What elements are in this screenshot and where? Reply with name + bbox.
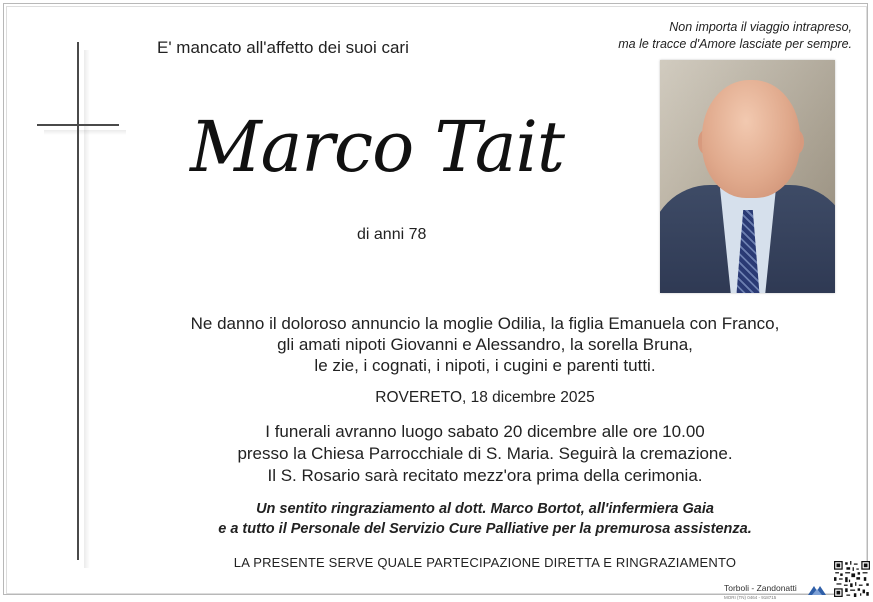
thanks-text <box>150 499 820 539</box>
funeral-line: Il S. Rosario sarà recitato mezz'ora prima della cerimonia. <box>267 466 703 485</box>
announcement-line: Ne danno il doloroso annuncio la moglie Odilia, la figlia Emanuela con Franco, <box>190 314 780 333</box>
portrait-photo <box>660 60 835 293</box>
deceased-name: Marco Tait <box>190 106 564 188</box>
quote-line-2: ma le tracce d'Amore lasciate per sempre. <box>618 37 852 51</box>
agency-name: Torboli - Zandonatti <box>724 583 797 593</box>
deceased-age: di anni 78 <box>357 226 427 243</box>
announcement-text <box>150 313 820 376</box>
funeral-details <box>150 421 820 487</box>
thanks-line: e a tutto il Personale del Servizio Cure Palliative per la premurosa assistenza. <box>218 521 752 537</box>
cross-icon <box>77 42 79 560</box>
cross-arm <box>37 124 119 126</box>
announcement-line: gli amati nipoti Giovanni e Alessandro, la sorella Bruna, <box>277 335 693 354</box>
qr-code-icon[interactable] <box>834 561 870 597</box>
footer-note: LA PRESENTE SERVE QUALE PARTECIPAZIONE DIRETTA E RINGRAZIAMENTO <box>233 555 737 570</box>
intro-text: E' mancato all'affetto dei suoi cari <box>157 38 409 57</box>
funeral-line: I funerali avranno luogo sabato 20 dicembre alle ore 10.00 <box>265 422 705 441</box>
memorial-quote <box>552 19 852 53</box>
agency-credit <box>724 584 797 602</box>
agency-contact: MORI (TN) 0464 - 918715 <box>724 595 777 600</box>
place-date: ROVERETO, 18 dicembre 2025 <box>375 389 595 406</box>
funeral-line: presso la Chiesa Parrocchiale di S. Maria. Seguirà la cremazione. <box>237 444 733 463</box>
announcement-line: le zie, i cognati, i nipoti, i cugini e parenti tutti. <box>314 356 656 375</box>
agency-logo-icon <box>806 583 828 597</box>
cross-shadow <box>84 50 90 568</box>
cross-arm-shadow <box>44 130 126 135</box>
thanks-line: Un sentito ringraziamento al dott. Marco Bortot, all'infermiera Gaia <box>256 501 714 517</box>
quote-line-1: Non importa il viaggio intrapreso, <box>669 20 852 34</box>
